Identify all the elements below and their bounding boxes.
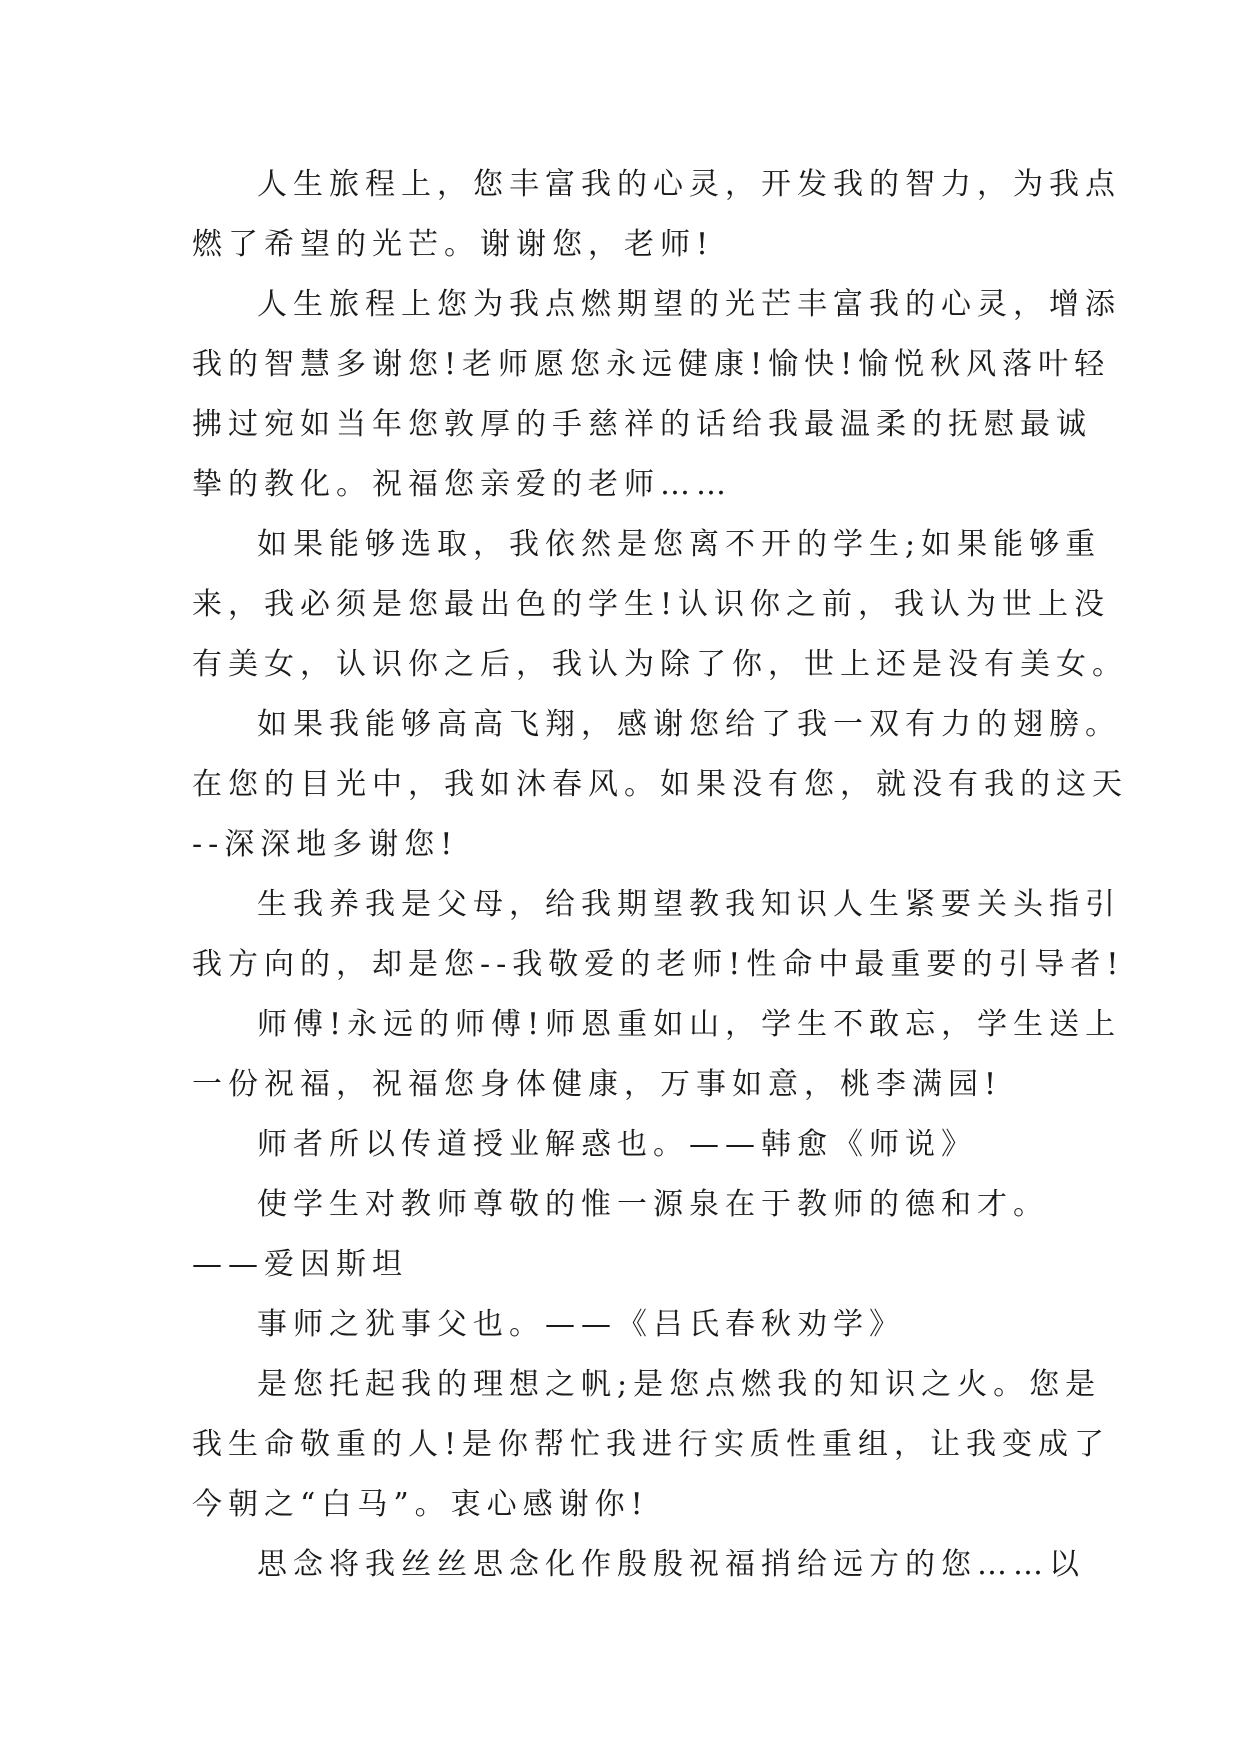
document-body [192, 155, 1128, 1595]
text-line: 燃了希望的光芒。谢谢您，老师! [192, 227, 715, 262]
text-line: 如果能够选取，我依然是您离不开的学生;如果能够重 [257, 527, 1102, 562]
text-line: 人生旅程上，您丰富我的心灵，开发我的智力，为我点 [257, 167, 1121, 202]
text-line: 我生命敬重的人!是你帮忙我进行实质性重组，让我变成了 [192, 1427, 1111, 1462]
text-line: 拂过宛如当年您敦厚的手慈祥的话给我最温柔的抚慰最诚 [192, 407, 1092, 442]
text-line: 一份祝福，祝福您身体健康，万事如意，桃李满园! [192, 1067, 1003, 1102]
text-line: 我的智慧多谢您!老师愿您永远健康!愉快!愉悦秋风落叶轻 [192, 347, 1111, 382]
text-line: 今朝之“白马”。衷心感谢你! [192, 1487, 649, 1522]
text-line: 使学生对教师尊敬的惟一源泉在于教师的德和才。 [257, 1187, 1049, 1222]
text-line: 是您托起我的理想之帆;是您点燃我的知识之火。您是 [257, 1367, 1102, 1402]
text-line: 我方向的，却是您--我敬爱的老师!性命中最重要的引导者! [192, 947, 1125, 982]
text-line: 师者所以传道授业解惑也。——韩愈《师说》 [257, 1127, 977, 1162]
text-line: 事师之犹事父也。——《吕氏春秋劝学》 [257, 1307, 905, 1342]
text-line: 生我养我是父母，给我期望教我知识人生紧要关头指引 [257, 887, 1121, 922]
text-line: ——爱因斯坦 [192, 1247, 408, 1282]
text-line: 在您的目光中，我如沐春风。如果没有您，就没有我的这天 [192, 767, 1128, 802]
text-line: 有美女，认识你之后，我认为除了你，世上还是没有美女。 [192, 647, 1128, 682]
text-line: --深深地多谢您! [192, 827, 459, 862]
text-line: 来，我必须是您最出色的学生!认识你之前，我认为世上没 [192, 587, 1111, 622]
text-line: 如果我能够高高飞翔，感谢您给了我一双有力的翅膀。 [257, 707, 1121, 742]
text-line: 思念将我丝丝思念化作殷殷祝福捎给远方的您……以 [257, 1547, 1085, 1582]
text-line: 人生旅程上您为我点燃期望的光芒丰富我的心灵，增添 [257, 287, 1121, 322]
text-line: 师傅!永远的师傅!师恩重如山，学生不敢忘，学生送上 [257, 1007, 1122, 1042]
text-line: 挚的教化。祝福您亲爱的老师…… [192, 467, 732, 502]
